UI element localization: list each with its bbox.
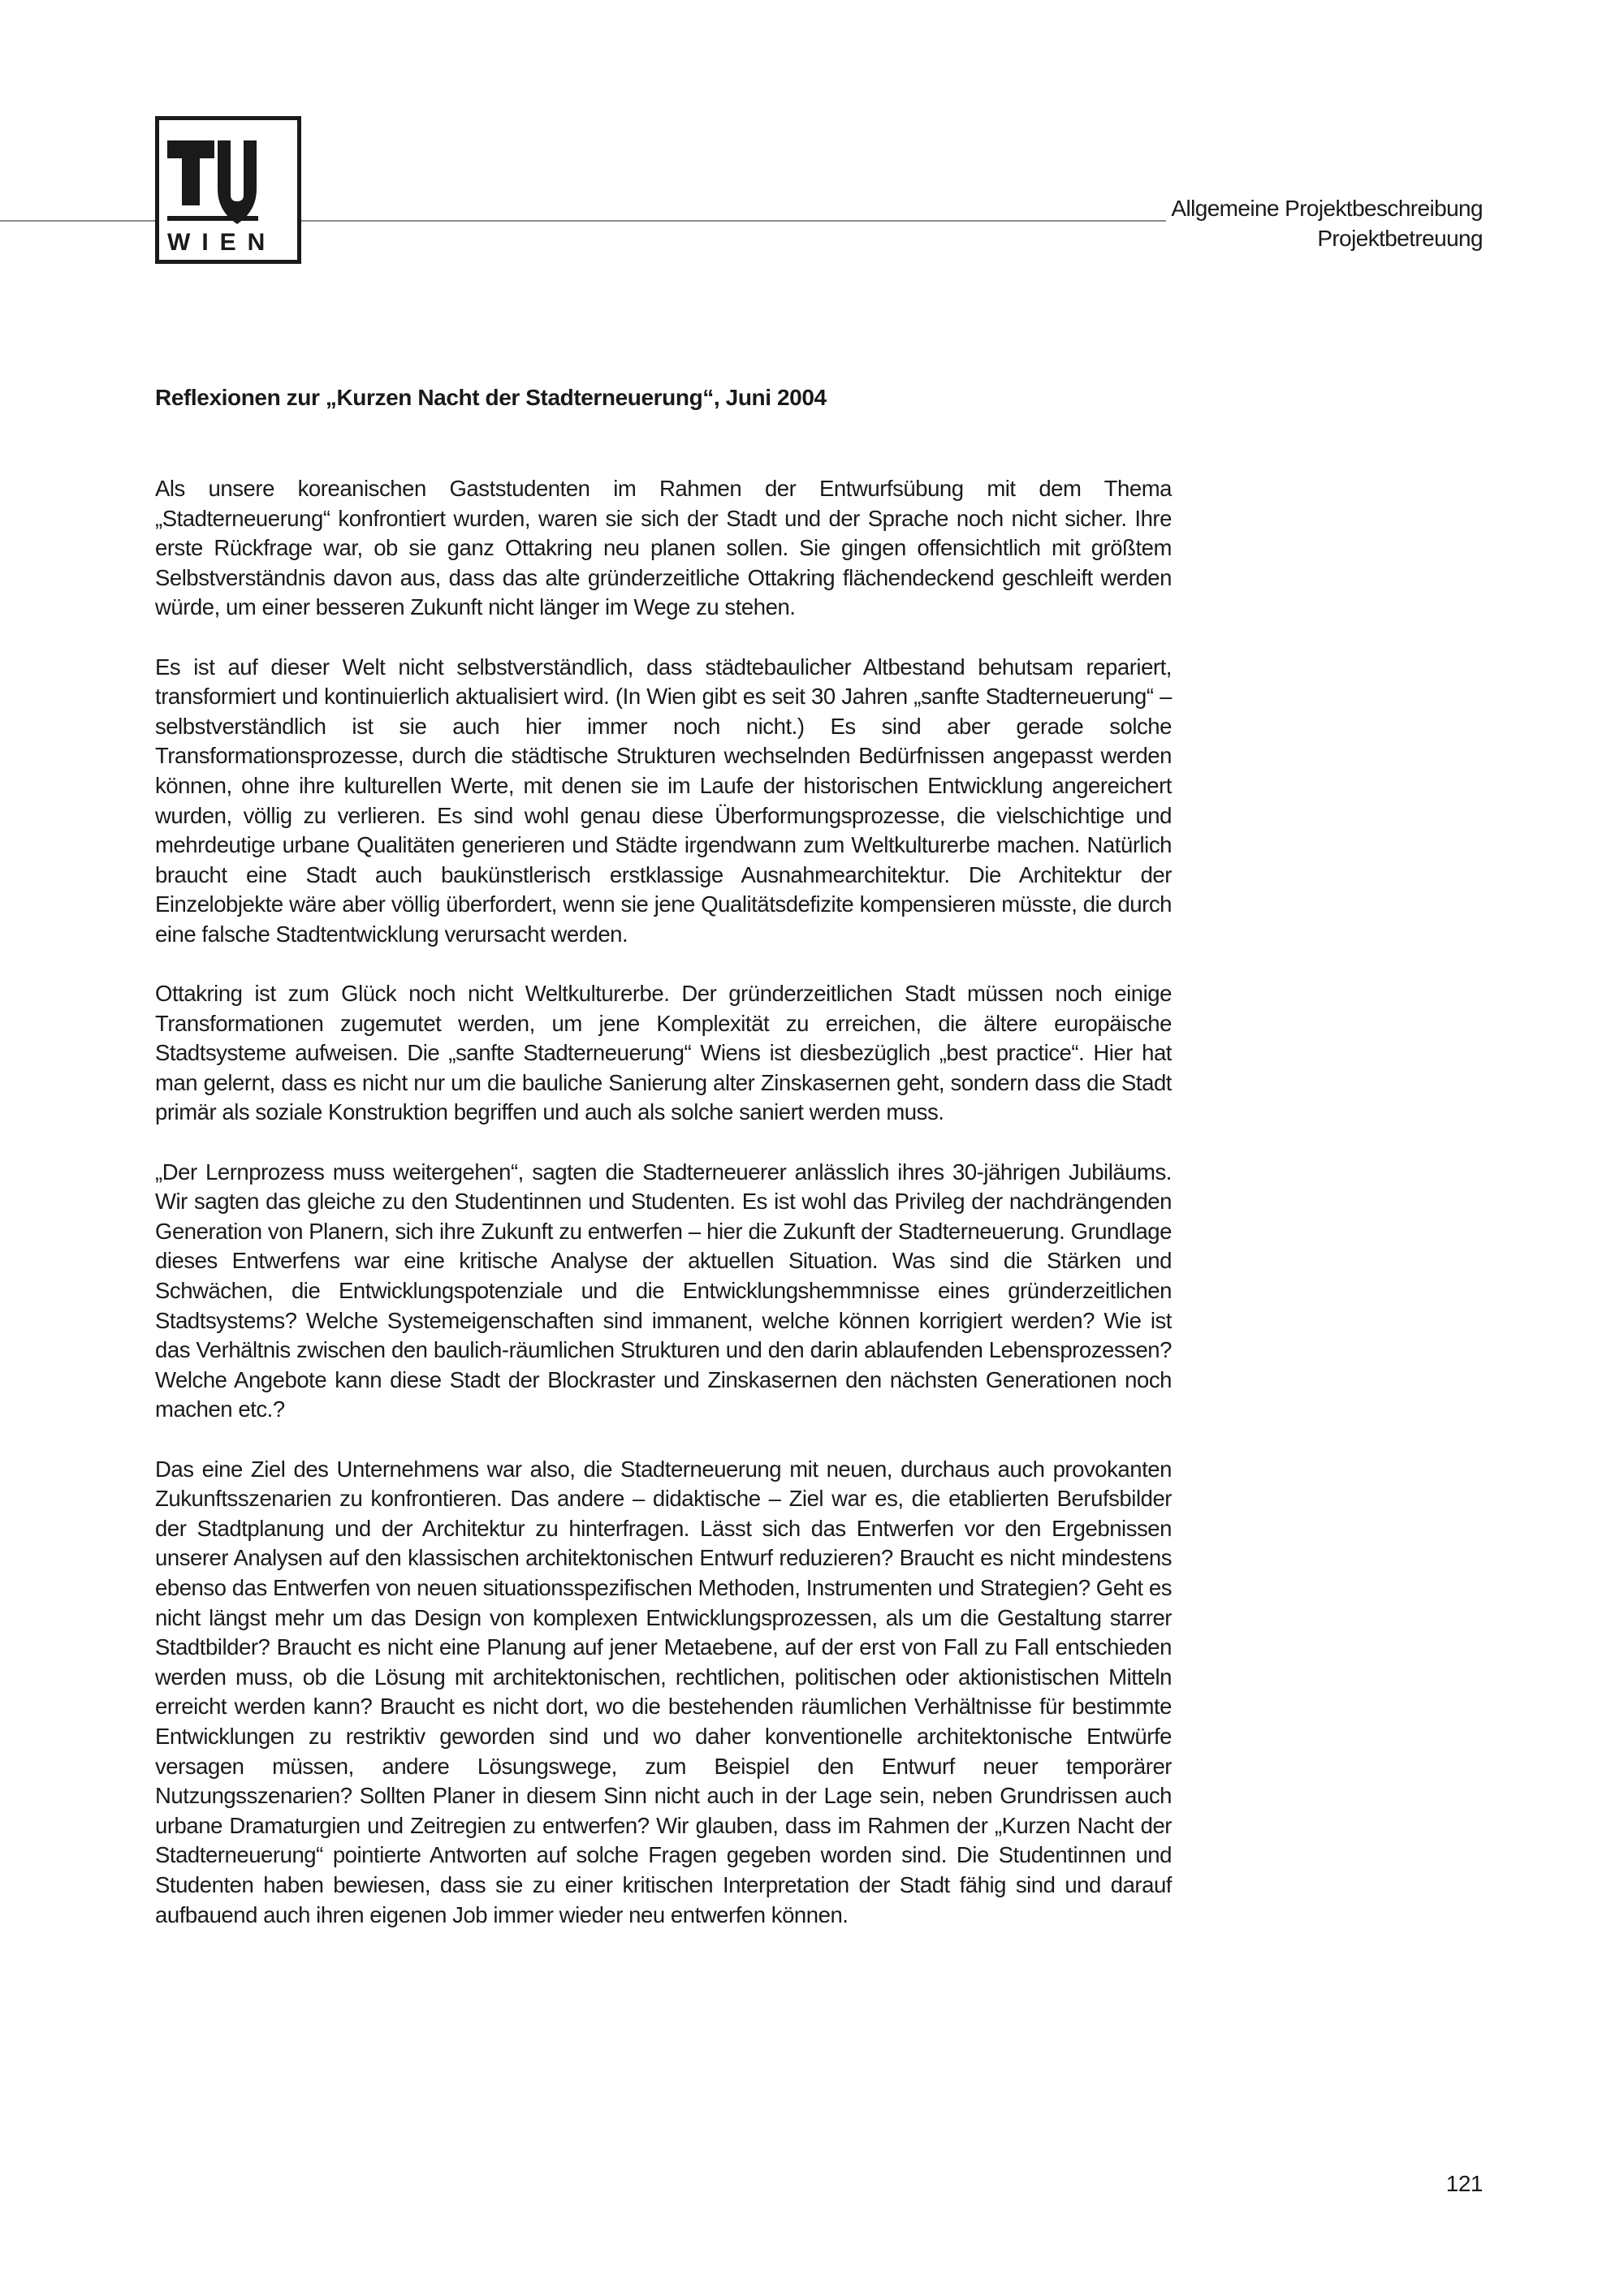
article-title: Reflexionen zur „Kurzen Nacht der Stadterneuerung“, Juni 2004	[155, 385, 827, 410]
paragraph: Ottakring ist zum Glück noch nicht Weltkulturerbe. Der gründerzeitlichen Stadt müssen noch einige Transformationen zugemutet werden, um jene Komplexität zu erreichen, die ältere europäische Stadtsysteme aufweisen. Die „sanfte Stadterneuerung“ Wiens ist diesbezüglich „best practice“. Hier hat man gelernt, dass es nicht nur um die bauliche Sanierung alter Zinskasernen geht, sondern dass die Stadt primär als soziale Konstruktion begriffen und auch als solche saniert werden muss.	[155, 981, 1172, 1125]
page-number: 121	[1445, 2171, 1483, 2196]
paragraph: Als unsere koreanischen Gaststudenten im Rahmen der Entwurfsübung mit dem Thema „Stadterneuerung“ konfrontiert wurden, waren sie sich der Stadt und der Sprache noch nicht sicher. Ihre erste Rückfrage war, ob sie ganz Ottakring neu planen sollen. Sie gingen offensichtlich mit größtem Selbstverständnis davon aus, dass das alte gründerzeitliche Ottakring flächendeckend geschleift werden würde, um einer besseren Zukunft nicht länger im Wege zu stehen.	[155, 476, 1172, 620]
tu-wien-logo	[155, 116, 301, 264]
paragraph: „Der Lernprozess muss weitergehen“, sagten die Stadterneuerer anlässlich ihres 30-jährigen Jubiläums. Wir sagten das gleiche zu den Studentinnen und Studenten. Es ist wohl das Privileg der nachdrängenden Generation von Planern, sich ihre Zukunft zu entwerfen – hier die Zukunft der Stadterneuerung. Grundlage dieses Entwerfens war eine kritische Analyse der aktuellen Situation. Was sind die Stärken und Schwächen, die Entwicklungspotenziale und die Entwicklungshemmnisse eines gründerzeitlichen Stadtsystems? Welche Systemeigenschaften sind immanent, welche können korrigiert werden? Wie ist das Verhältnis zwischen den baulich-räumlichen Strukturen und den darin ablaufenden Lebensprozessen? Welche Angebote kann diese Stadt der Blockraster und Zinskasernen den nächsten Generationen noch machen etc.?	[155, 1159, 1172, 1422]
svg-text:WIEN: WIEN	[167, 229, 277, 256]
header-subsection-title: Projektbetreuung	[1317, 226, 1483, 251]
header-section-title: Allgemeine Projektbeschreibung	[1166, 195, 1483, 222]
paragraph: Es ist auf dieser Welt nicht selbstverständlich, dass städtebaulicher Altbestand behutsam repariert, transformiert und kontinuierlich aktualisiert wird. (In Wien gibt es seit 30 Jahren „sanfte Stadterneuerung“ – selbstverständlich ist sie auch hier immer noch nicht.) Es sind aber gerade solche Transformationsprozesse, durch die städtische Strukturen wechselnden Bedürfnissen angepasst werden können, ohne ihre kulturellen Werte, mit denen sie im Laufe der historischen Entwicklung angereichert wurden, völlig zu verlieren. Es sind wohl genau diese Überformungsprozesse, die vielschichtige und mehrdeutige urbane Qualitäten generieren und Städte irgendwann zum Weltkulturerbe machen. Natürlich braucht eine Stadt auch baukünstlerisch erstklassige Ausnahmearchitektur. Die Architektur der Einzelobjekte wäre aber völlig überfordert, wenn sie jene Qualitätsdefizite kompensieren müsste, die durch eine falsche Stadtentwicklung verursacht werden.	[155, 654, 1172, 947]
paragraph: Das eine Ziel des Unternehmens war also, die Stadterneuerung mit neuen, durchaus auch provokanten Zukunftsszenarien zu konfrontieren. Das andere – didaktische – Ziel war es, die etablierten Berufsbilder der Stadtplanung und der Architektur zu hinterfragen. Lässt sich das Entwerfen vor den Ergebnissen unserer Analysen auf den klassischen architektonischen Entwurf reduzieren? Braucht es nicht mindestens ebenso das Entwerfen von neuen situationsspezifischen Methoden, Instrumenten und Strategien? Geht es nicht längst mehr um das Design von komplexen Entwicklungsprozessen, als um die Gestaltung starrer Stadtbilder? Braucht es nicht eine Planung auf jener Metaebene, auf der erst von Fall zu Fall entschieden werden muss, ob die Lösung mit architektonischen, rechtlichen, politischen oder aktionistischen Mitteln erreicht werden kann? Braucht es nicht dort, wo die bestehenden räumlichen Verhältnisse für bestimmte Entwicklungen zu restriktiv geworden sind und wo daher konventionelle architektonische Entwürfe versagen müssen, andere Lösungswege, zum Beispiel den Entwurf neuer temporärer Nutzungsszenarien? Sollten Planer in diesem Sinn nicht auch in der Lage sein, neben Grundrissen auch urbane Dramaturgien und Zeitregien zu entwerfen? Wir glauben, dass im Rahmen der „Kurzen Nacht der Stadterneuerung“ pointierte Antworten auf solche Fragen gegeben worden sind. Die Studentinnen und Studenten haben bewiesen, dass sie zu einer kritischen Interpretation der Stadt fähig sind und darauf aufbauend auch ihren eigenen Job immer wieder neu entwerfen können.	[155, 1456, 1172, 1927]
article-body	[155, 474, 1172, 1960]
